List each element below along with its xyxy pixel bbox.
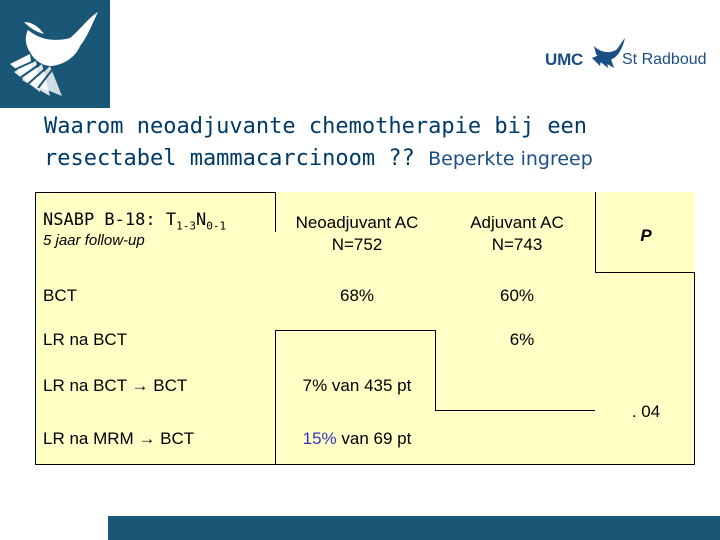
umc-label: UMC <box>545 50 584 69</box>
row-label-lr-bct: LR na BCT <box>43 330 128 349</box>
lr-mrm-bct-neoadjuvant <box>277 429 437 449</box>
col-neoadjuvant-title: Neoadjuvant AC <box>295 213 419 232</box>
title-line-1: Waarom neoadjuvante chemotherapie bij een <box>44 114 588 139</box>
table-border-bottom <box>35 464 695 465</box>
col-p: P <box>640 226 652 245</box>
title-line-2: resectabel mammacarcinoom ?? <box>44 146 415 171</box>
p-value: . 04 <box>631 402 661 421</box>
results-table <box>35 192 695 465</box>
t-stage-sub: 1-3 <box>176 219 196 233</box>
table-divider-g <box>595 272 695 273</box>
table-border-top-left <box>35 192 275 193</box>
row-label-lr-mrm-bct: LR na MRM → BCT <box>43 429 195 448</box>
col-neoadjuvant <box>277 212 437 256</box>
follow-up-label: 5 jaar follow-up <box>43 232 145 249</box>
n-stage-sub: 0-1 <box>206 219 227 233</box>
table-divider-b <box>275 330 276 465</box>
dove-icon <box>0 0 110 108</box>
table-border-right <box>694 272 695 465</box>
lr-mrm-bct-percentage: 15% <box>302 429 337 448</box>
table-divider-d <box>435 330 436 410</box>
col-neoadjuvant-n: N=752 <box>331 235 383 254</box>
study-name <box>43 210 226 232</box>
corner-logo <box>0 0 110 108</box>
lr-mrm-bct-count: van 69 pt <box>336 429 412 448</box>
col-adjuvant-title: Adjuvant AC <box>470 213 564 232</box>
table-divider-e <box>435 410 595 411</box>
table-divider-a <box>275 192 276 232</box>
radboud-label: St Radboud <box>622 51 707 68</box>
umc-st-radboud-logo <box>540 36 710 84</box>
dove-icon <box>590 36 626 70</box>
col-adjuvant <box>437 212 597 256</box>
page-title <box>44 111 704 175</box>
study-label: NSABP B-18: <box>43 210 156 230</box>
col-adjuvant-n: N=743 <box>491 235 543 254</box>
row-label-bct: BCT <box>43 286 77 305</box>
title-subtitle: Beperkte ingreep <box>428 148 593 170</box>
lr-bct-bct-neoadjuvant: 7% van 435 pt <box>302 376 412 395</box>
bct-adjuvant: 60% <box>499 286 535 305</box>
row-label-lr-bct-bct: LR na BCT → BCT <box>43 376 188 395</box>
table-divider-c <box>275 330 435 331</box>
table-border-left <box>35 192 36 465</box>
n-stage: N <box>195 210 207 230</box>
bct-neoadjuvant: 68% <box>339 286 375 305</box>
footer-bar <box>108 516 720 540</box>
lr-bct-merged: 6% <box>509 330 535 349</box>
t-stage: T <box>165 210 177 230</box>
